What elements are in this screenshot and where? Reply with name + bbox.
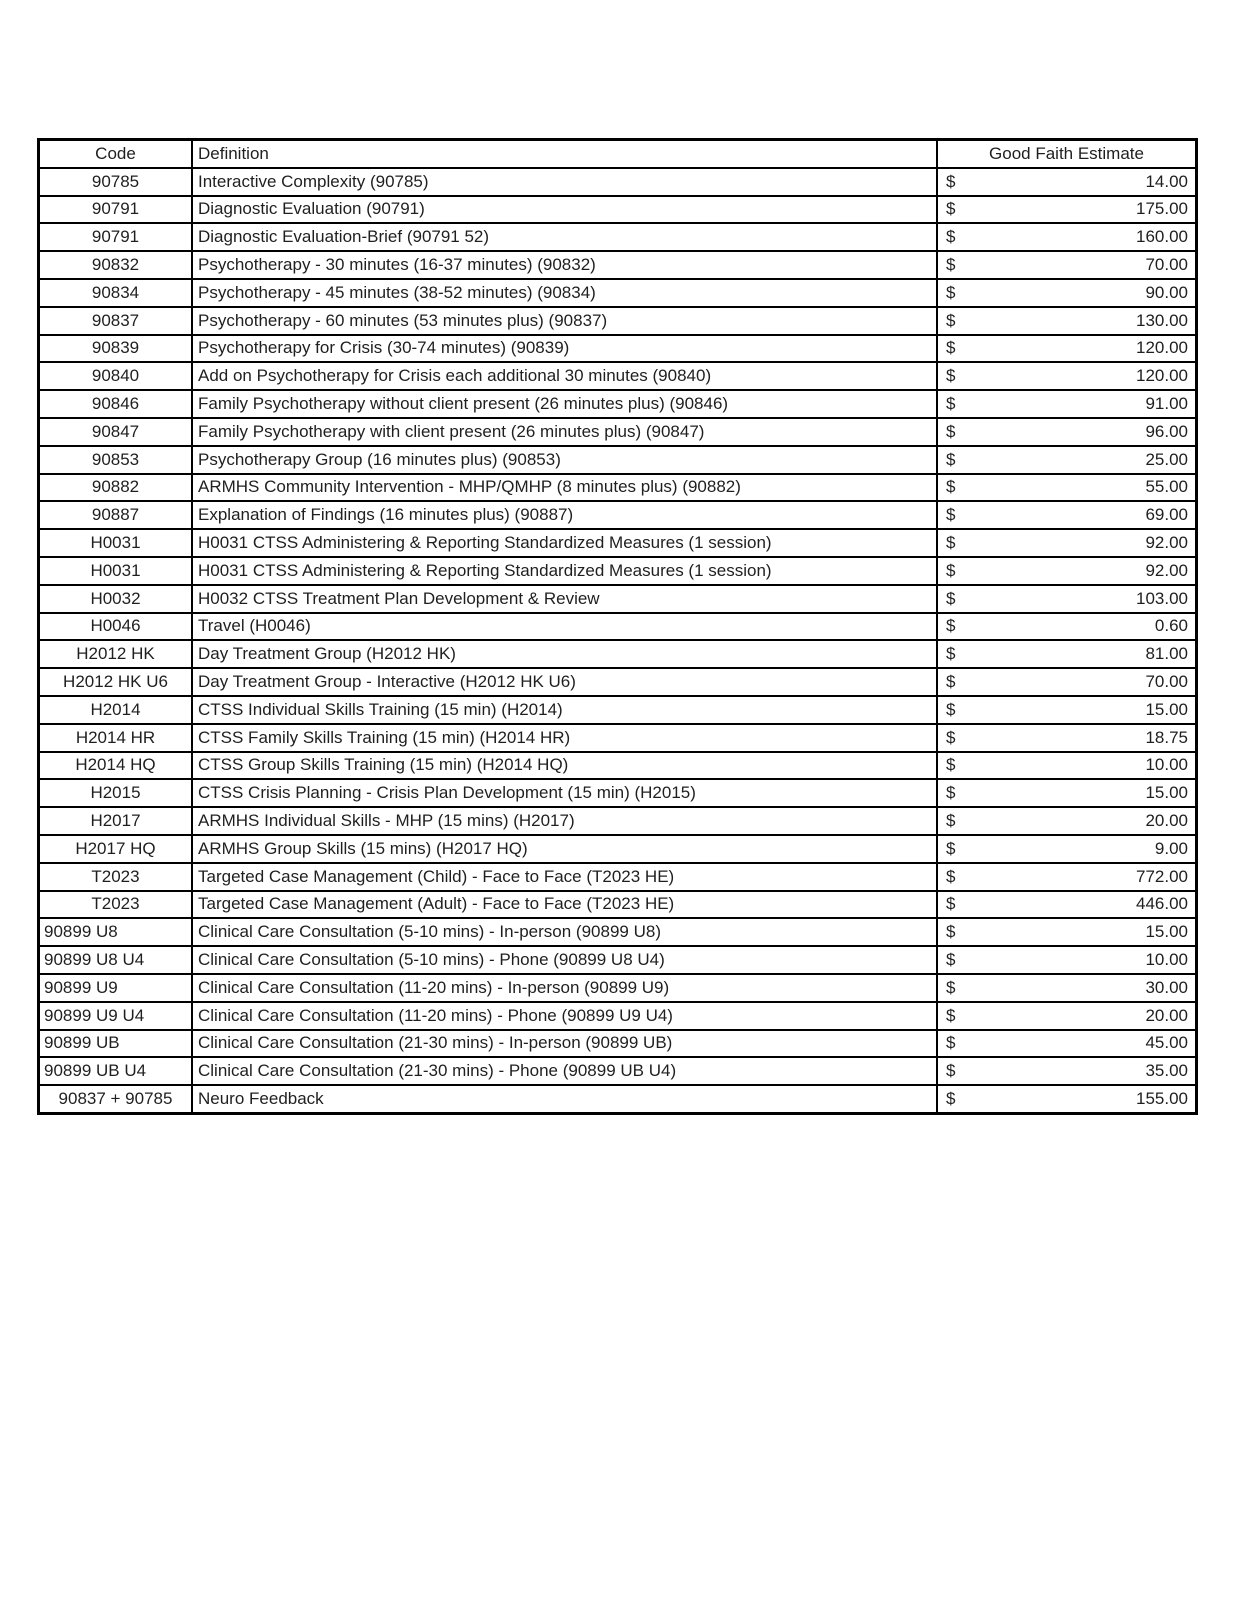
estimate-value: 120.00 (1136, 366, 1188, 386)
table-row (39, 668, 1197, 696)
estimate-cell (937, 585, 1197, 613)
estimate-value: 20.00 (1145, 811, 1188, 831)
definition-cell: ARMHS Individual Skills - MHP (15 mins) (H2017) (192, 807, 937, 835)
dollar-sign: $ (946, 922, 956, 942)
definition-cell: Clinical Care Consultation (5-10 mins) - In-person (90899 U8) (192, 918, 937, 946)
dollar-sign: $ (946, 1061, 956, 1081)
definition-cell: Clinical Care Consultation (21-30 mins) - In-person (90899 UB) (192, 1030, 937, 1058)
table-row (39, 1002, 1197, 1030)
definition-cell: Travel (H0046) (192, 613, 937, 641)
code-cell: 90846 (39, 390, 193, 418)
column-header-definition: Definition (192, 140, 937, 168)
table-row (39, 863, 1197, 891)
definition-cell: ARMHS Community Intervention - MHP/QMHP (8 minutes plus) (90882) (192, 474, 937, 502)
estimate-value: 103.00 (1136, 588, 1188, 608)
dollar-sign: $ (946, 672, 956, 692)
code-cell: H2017 HQ (39, 835, 193, 863)
table-row (39, 1085, 1197, 1113)
estimate-cell (937, 307, 1197, 335)
estimate-cell (937, 835, 1197, 863)
estimate-value: 120.00 (1136, 338, 1188, 358)
dollar-sign: $ (946, 950, 956, 969)
dollar-sign: $ (946, 338, 956, 358)
estimate-value: 96.00 (1145, 421, 1188, 441)
definition-cell: Psychotherapy - 45 minutes (38-52 minutes) (90834) (192, 279, 937, 307)
table-row (39, 891, 1197, 919)
dollar-sign: $ (946, 977, 956, 997)
definition-cell: ARMHS Group Skills (15 mins) (H2017 HQ) (192, 835, 937, 863)
table-body (39, 168, 1197, 1114)
estimate-value: 175.00 (1136, 199, 1188, 219)
code-cell: H2014 HR (39, 724, 193, 752)
code-cell: 90899 UB U4 (39, 1057, 193, 1085)
estimate-value: 14.00 (1145, 171, 1188, 191)
definition-cell: Day Treatment Group - Interactive (H2012 HK U6) (192, 668, 937, 696)
definition-cell: H0031 CTSS Administering & Reporting Standardized Measures (1 session) (192, 557, 937, 585)
estimate-cell (937, 863, 1197, 891)
dollar-sign: $ (946, 199, 956, 219)
dollar-sign: $ (946, 282, 956, 302)
definition-cell: Clinical Care Consultation (11-20 mins) - Phone (90899 U9 U4) (192, 1002, 937, 1030)
dollar-sign: $ (946, 894, 956, 914)
dollar-sign: $ (946, 533, 956, 553)
table-row (39, 196, 1197, 224)
definition-cell: Psychotherapy - 60 minutes (53 minutes plus) (90837) (192, 307, 937, 335)
definition-cell: Neuro Feedback (192, 1085, 937, 1113)
estimate-cell (937, 696, 1197, 724)
dollar-sign: $ (946, 811, 956, 831)
dollar-sign: $ (946, 866, 956, 886)
dollar-sign: $ (946, 838, 956, 858)
table-row (39, 390, 1197, 418)
estimate-value: 772.00 (1136, 866, 1188, 886)
table-row (39, 724, 1197, 752)
table-row (39, 307, 1197, 335)
definition-cell: H0031 CTSS Administering & Reporting Standardized Measures (1 session) (192, 529, 937, 557)
estimate-cell (937, 779, 1197, 807)
estimate-cell (937, 223, 1197, 251)
definition-cell: Family Psychotherapy without client present (26 minutes plus) (90846) (192, 390, 937, 418)
code-cell: 90899 U9 (39, 974, 193, 1002)
estimate-value: 10.00 (1145, 755, 1188, 775)
definition-cell: CTSS Group Skills Training (15 min) (H2014 HQ) (192, 752, 937, 780)
estimate-cell (937, 752, 1197, 780)
code-cell: 90785 (39, 168, 193, 196)
estimate-cell (937, 640, 1197, 668)
dollar-sign: $ (946, 727, 956, 747)
table-row (39, 501, 1197, 529)
definition-cell: Psychotherapy - 30 minutes (16-37 minutes) (90832) (192, 251, 937, 279)
table-row (39, 696, 1197, 724)
estimate-value: 91.00 (1145, 394, 1188, 414)
estimate-value: 81.00 (1145, 644, 1188, 664)
code-cell: 90853 (39, 446, 193, 474)
dollar-sign: $ (946, 1088, 956, 1108)
dollar-sign: $ (946, 1033, 956, 1053)
estimate-cell (937, 529, 1197, 557)
estimate-value: 55.00 (1145, 477, 1188, 497)
estimate-value: 160.00 (1136, 227, 1188, 247)
dollar-sign: $ (946, 255, 956, 275)
table-row (39, 529, 1197, 557)
code-cell: 90837 + 90785 (39, 1085, 193, 1113)
estimate-cell (937, 668, 1197, 696)
definition-cell: Diagnostic Evaluation (90791) (192, 196, 937, 224)
definition-cell: Psychotherapy Group (16 minutes plus) (90853) (192, 446, 937, 474)
definition-cell: CTSS Family Skills Training (15 min) (H2014 HR) (192, 724, 937, 752)
code-cell: H2012 HK (39, 640, 193, 668)
estimate-cell (937, 446, 1197, 474)
code-cell: H2012 HK U6 (39, 668, 193, 696)
dollar-sign: $ (946, 755, 956, 775)
definition-cell: Add on Psychotherapy for Crisis each additional 30 minutes (90840) (192, 362, 937, 390)
table-row (39, 974, 1197, 1002)
table-row (39, 362, 1197, 390)
code-cell: 90837 (39, 307, 193, 335)
code-cell: T2023 (39, 891, 193, 919)
estimate-cell (937, 724, 1197, 752)
table-row (39, 557, 1197, 585)
code-cell: 90899 U9 U4 (39, 1002, 193, 1030)
estimate-cell (937, 1002, 1197, 1030)
dollar-sign: $ (946, 588, 956, 608)
column-header-good-faith-estimate: Good Faith Estimate (937, 140, 1197, 168)
estimate-cell (937, 1057, 1197, 1085)
definition-cell: Diagnostic Evaluation-Brief (90791 52) (192, 223, 937, 251)
estimate-value: 35.00 (1145, 1061, 1188, 1081)
estimate-value: 45.00 (1145, 1033, 1188, 1053)
definition-cell: Clinical Care Consultation (5-10 mins) - Phone (90899 U8 U4) (192, 946, 937, 974)
table-row (39, 835, 1197, 863)
code-cell: H0031 (39, 529, 193, 557)
definition-cell: CTSS Crisis Planning - Crisis Plan Development (15 min) (H2015) (192, 779, 937, 807)
dollar-sign: $ (946, 449, 956, 469)
dollar-sign: $ (946, 560, 956, 580)
table-row (39, 613, 1197, 641)
definition-cell: H0032 CTSS Treatment Plan Development & Review (192, 585, 937, 613)
definition-cell: Family Psychotherapy with client present (26 minutes plus) (90847) (192, 418, 937, 446)
estimate-value: 0.60 (1154, 616, 1188, 636)
code-cell: 90839 (39, 335, 193, 363)
estimate-cell (937, 974, 1197, 1002)
dollar-sign: $ (946, 783, 956, 803)
estimate-cell (937, 557, 1197, 585)
estimate-cell (937, 474, 1197, 502)
dollar-sign: $ (946, 644, 956, 664)
estimate-value: 155.00 (1136, 1088, 1188, 1108)
estimate-value: 30.00 (1145, 977, 1188, 997)
table-row (39, 168, 1197, 196)
code-cell: H2014 (39, 696, 193, 724)
dollar-sign: $ (946, 310, 956, 330)
table-row (39, 918, 1197, 946)
definition-cell: Clinical Care Consultation (21-30 mins) - Phone (90899 UB U4) (192, 1057, 937, 1085)
dollar-sign: $ (946, 1005, 956, 1025)
estimate-cell (937, 946, 1197, 974)
estimate-value: 15.00 (1145, 922, 1188, 942)
table-row (39, 1030, 1197, 1058)
table-row (39, 418, 1197, 446)
estimate-cell (937, 196, 1197, 224)
definition-cell: Targeted Case Management (Child) - Face to Face (T2023 HE) (192, 863, 937, 891)
estimate-cell (937, 807, 1197, 835)
code-cell: 90840 (39, 362, 193, 390)
estimate-cell (937, 279, 1197, 307)
definition-cell: Interactive Complexity (90785) (192, 168, 937, 196)
estimate-cell (937, 168, 1197, 196)
code-cell: H2015 (39, 779, 193, 807)
estimate-cell (937, 613, 1197, 641)
estimate-cell (937, 418, 1197, 446)
dollar-sign: $ (946, 505, 956, 525)
dollar-sign: $ (946, 477, 956, 497)
code-cell: T2023 (39, 863, 193, 891)
estimate-value: 18.75 (1145, 727, 1188, 747)
definition-cell: CTSS Individual Skills Training (15 min) (H2014) (192, 696, 937, 724)
estimate-value: 69.00 (1145, 505, 1188, 525)
dollar-sign: $ (946, 171, 956, 191)
table-row (39, 335, 1197, 363)
table-row (39, 585, 1197, 613)
table-row (39, 251, 1197, 279)
estimate-value: 25.00 (1145, 449, 1188, 469)
estimate-cell (937, 501, 1197, 529)
estimate-cell (937, 335, 1197, 363)
estimate-cell (937, 891, 1197, 919)
estimate-value: 90.00 (1145, 282, 1188, 302)
definition-cell: Targeted Case Management (Adult) - Face to Face (T2023 HE) (192, 891, 937, 919)
estimate-value: 446.00 (1136, 894, 1188, 914)
table-row (39, 752, 1197, 780)
estimate-cell (937, 362, 1197, 390)
code-cell: 90832 (39, 251, 193, 279)
table-row (39, 446, 1197, 474)
table-row (39, 946, 1197, 974)
code-cell: 90899 U8 U4 (39, 946, 193, 974)
code-cell: 90899 U8 (39, 918, 193, 946)
table-row (39, 474, 1197, 502)
code-cell: H2014 HQ (39, 752, 193, 780)
table-row (39, 779, 1197, 807)
table-row (39, 807, 1197, 835)
estimate-value: 9.00 (1154, 838, 1188, 858)
code-cell: 90791 (39, 196, 193, 224)
column-header-code: Code (39, 140, 193, 168)
dollar-sign: $ (946, 616, 956, 636)
dollar-sign: $ (946, 366, 956, 386)
code-cell: 90899 UB (39, 1030, 193, 1058)
code-cell: 90834 (39, 279, 193, 307)
dollar-sign: $ (946, 699, 956, 719)
table-row (39, 279, 1197, 307)
code-cell: H0046 (39, 613, 193, 641)
definition-cell: Psychotherapy for Crisis (30-74 minutes) (90839) (192, 335, 937, 363)
estimate-cell (937, 1085, 1197, 1113)
table-row (39, 223, 1197, 251)
table-row (39, 1057, 1197, 1085)
estimate-value: 92.00 (1145, 560, 1188, 580)
code-cell: 90887 (39, 501, 193, 529)
estimate-cell (937, 251, 1197, 279)
definition-cell: Day Treatment Group (H2012 HK) (192, 640, 937, 668)
definition-cell: Clinical Care Consultation (11-20 mins) - In-person (90899 U9) (192, 974, 937, 1002)
estimate-value: 130.00 (1136, 310, 1188, 330)
code-cell: 90847 (39, 418, 193, 446)
estimate-cell (937, 918, 1197, 946)
code-cell: H0032 (39, 585, 193, 613)
header-row (39, 140, 1197, 168)
estimate-cell (937, 390, 1197, 418)
fee-schedule-table (37, 138, 1198, 1115)
table-row (39, 640, 1197, 668)
estimate-value: 15.00 (1145, 699, 1188, 719)
estimate-cell (937, 1030, 1197, 1058)
code-cell: H0031 (39, 557, 193, 585)
estimate-value: 70.00 (1145, 672, 1188, 692)
code-cell: H2017 (39, 807, 193, 835)
definition-cell: Explanation of Findings (16 minutes plus) (90887) (192, 501, 937, 529)
dollar-sign: $ (946, 421, 956, 441)
code-cell: 90791 (39, 223, 193, 251)
estimate-value: 10.00 (1145, 950, 1188, 969)
estimate-value: 92.00 (1145, 533, 1188, 553)
dollar-sign: $ (946, 394, 956, 414)
estimate-value: 20.00 (1145, 1005, 1188, 1025)
estimate-value: 15.00 (1145, 783, 1188, 803)
dollar-sign: $ (946, 227, 956, 247)
code-cell: 90882 (39, 474, 193, 502)
estimate-value: 70.00 (1145, 255, 1188, 275)
